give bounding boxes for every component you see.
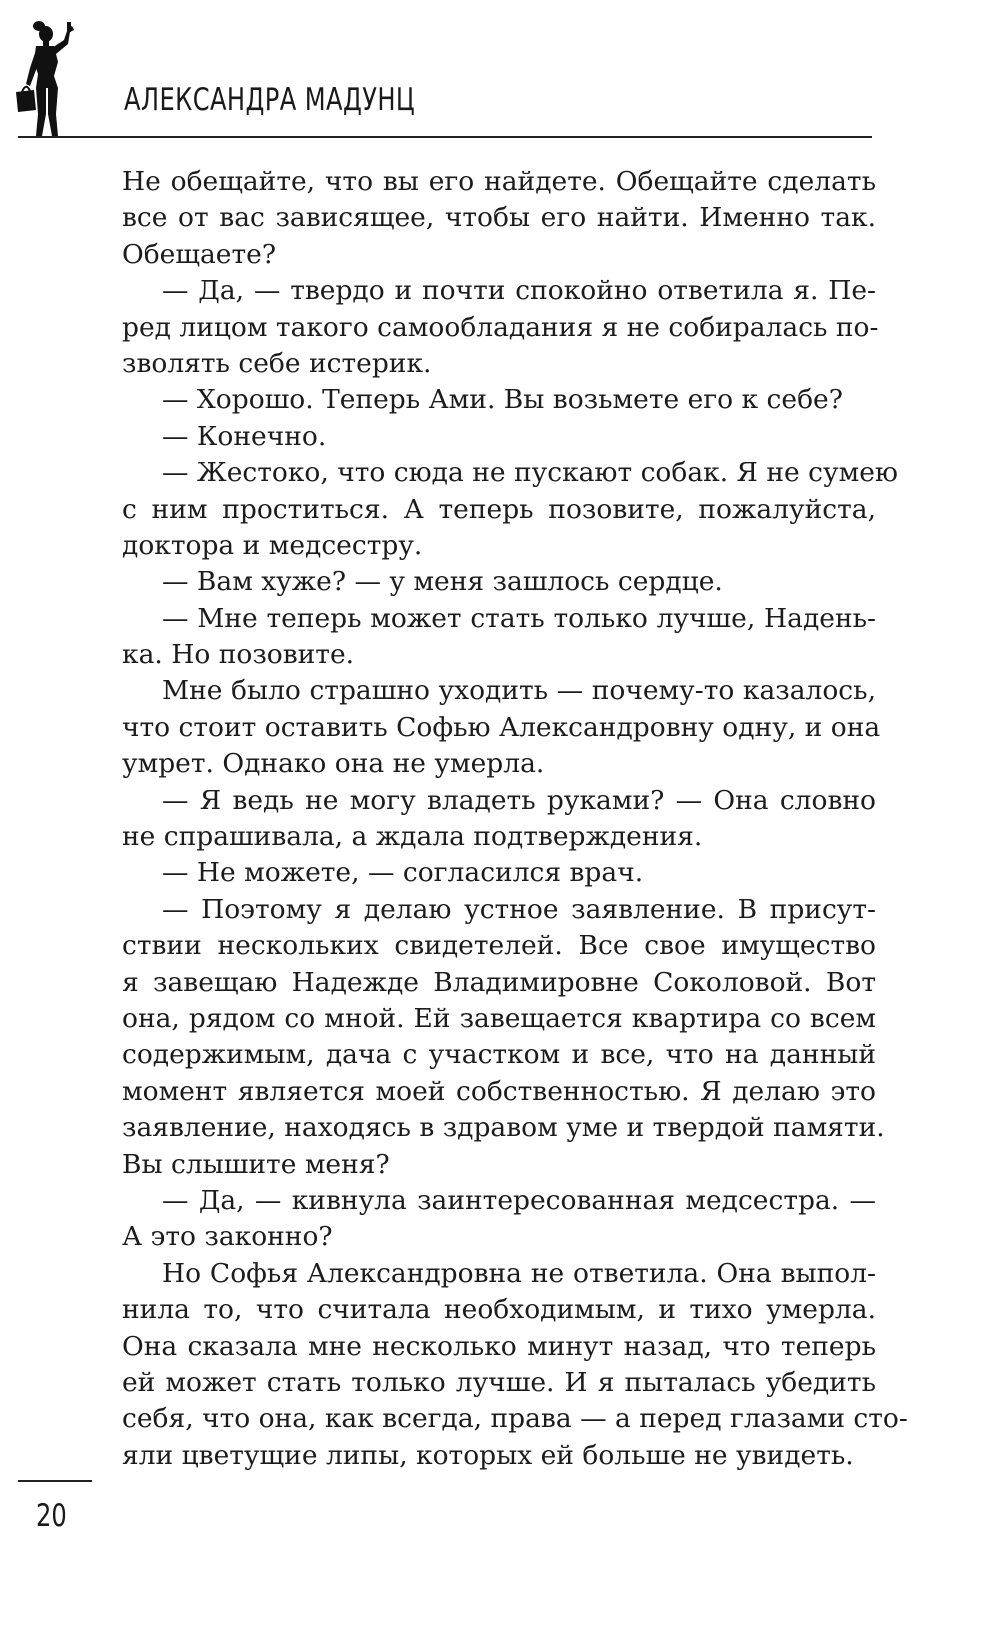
text-line: Мне было страшно уходить — почему-то казалось, <box>162 675 876 707</box>
text-line: — Хорошо. Теперь Ами. Вы возьмете его к себе? <box>162 384 843 416</box>
text-line: ствии нескольких свидетелей. Все свое имущество <box>122 930 876 962</box>
text-line: умрет. Однако она не умерла. <box>122 748 545 780</box>
body-text <box>122 164 908 1474</box>
header-divider <box>18 136 872 138</box>
text-line: — Да, — твердо и почти спокойно ответила я. Пе- <box>162 275 876 307</box>
woman-with-gun-silhouette-icon <box>12 18 86 140</box>
text-line: я завещаю Надежде Владимировне Соколовой. Вот <box>122 966 876 998</box>
text-line: ка. Но позовите. <box>122 639 355 671</box>
text-line: не спрашивала, а ждала подтверждения. <box>122 821 703 853</box>
text-line: Вы слышите меня? <box>122 1148 390 1180</box>
page-number: 20 <box>36 1498 67 1534</box>
footer-divider <box>18 1480 92 1482</box>
text-line: заявление, находясь в здравом уме и твердой памяти. <box>122 1112 885 1144</box>
text-line: А это законно? <box>122 1221 333 1253</box>
text-line: момент является моей собственностью. Я делаю это <box>122 1075 876 1107</box>
text-line: — Поэтому я делаю устное заявление. В присут- <box>162 893 876 925</box>
text-line: Она сказала мне несколько минут назад, что теперь <box>122 1330 876 1362</box>
text-line: Но Софья Александровна не ответила. Она выпол- <box>162 1257 876 1289</box>
text-line: зволять себе истерик. <box>122 347 432 379</box>
text-line: — Не можете, — согласился врач. <box>162 857 644 889</box>
text-line: яли цветущие липы, которых ей больше не увидеть. <box>122 1439 854 1471</box>
text-line: с ним проститься. А теперь позовите, пожалуйста, <box>122 493 876 525</box>
text-line: себя, что она, как всегда, права — а перед глазами сто- <box>122 1403 908 1435</box>
text-line: ей может стать только лучше. И я пыталась убедить <box>122 1366 876 1398</box>
text-line: — Я ведь не могу владеть руками? — Она словно <box>162 784 876 816</box>
text-line: — Вам хуже? — у меня зашлось сердце. <box>162 566 723 598</box>
text-line: она, рядом со мной. Ей завещается квартира со всем <box>122 1002 876 1034</box>
text-line: Обещаете? <box>122 238 277 270</box>
text-line: что стоит оставить Софью Александровну одну, и она <box>122 711 881 743</box>
text-line: — Мне теперь может стать только лучше, Надень- <box>162 602 876 634</box>
text-line: все от вас зависящее, чтобы его найти. Именно так. <box>122 202 876 234</box>
text-line: содержимым, дача с участком и все, что на данный <box>122 1039 876 1071</box>
text-line: — Конечно. <box>162 420 327 452</box>
text-line: ред лицом такого самообладания я не собиралась по- <box>122 311 879 343</box>
text-line: — Жестоко, что сюда не пускают собак. Я не сумею <box>162 457 898 489</box>
text-line: — Да, — кивнула заинтересованная медсестра. — <box>162 1184 876 1216</box>
running-header-author: АЛЕКСАНДРА МАДУНЦ <box>124 82 416 118</box>
text-line: Не обещайте, что вы его найдете. Обещайте сделать <box>122 166 876 197</box>
text-line: доктора и медсестру. <box>122 529 423 561</box>
text-line: нила то, что считала необходимым, и тихо умерла. <box>122 1294 876 1326</box>
